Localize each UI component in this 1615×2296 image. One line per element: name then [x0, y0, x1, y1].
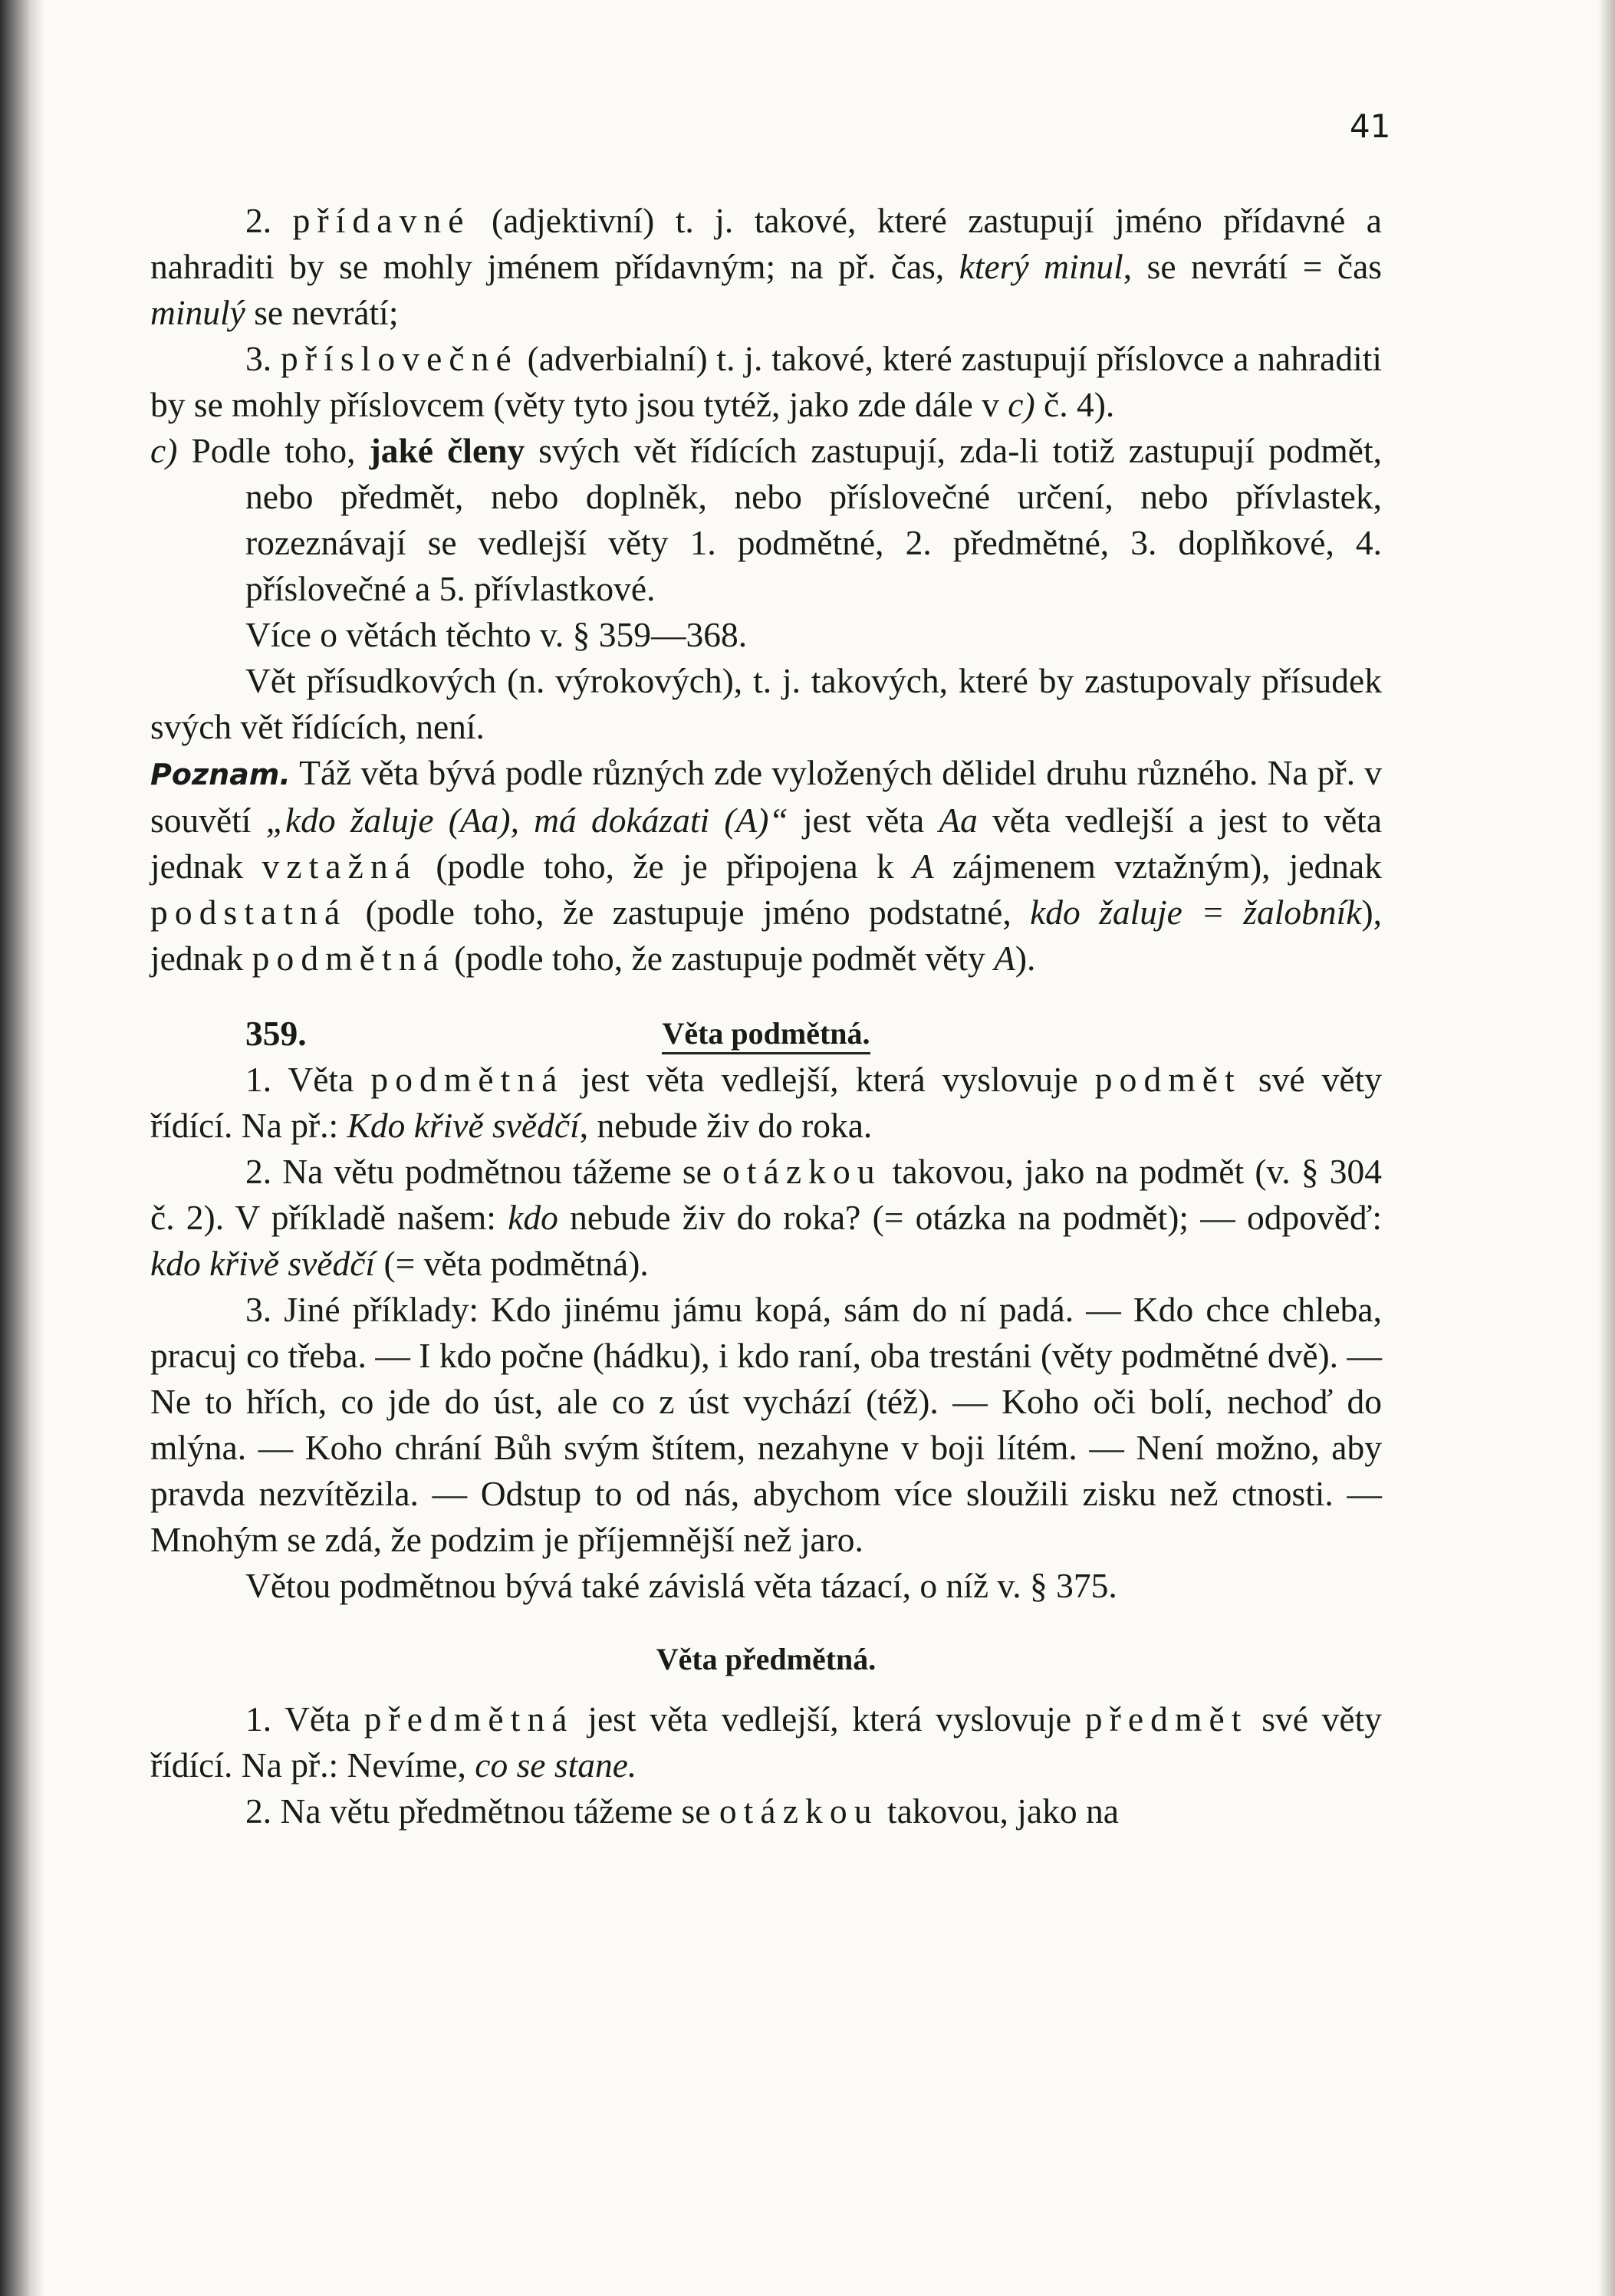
item-c-note: Vět přísudkových (n. výrokových), t. j. takových, které by zastupovaly přísudek svých vět řídících, není. [150, 661, 1382, 746]
section-title: Věta podmětná. [662, 1016, 870, 1054]
pred-paragraph-1: 1. Věta předmětná jest věta vedlejší, která vyslovuje předmět své věty řídící. Na př.: Nevíme, co se stane. [150, 1699, 1382, 1784]
section-number: 359. [245, 1014, 307, 1053]
pred-paragraph-2: 2. Na větu předmětnou tážeme se otázkou takovou, jako na [245, 1791, 1119, 1831]
section-359-heading [150, 1011, 1382, 1057]
page-number: 41 [1350, 107, 1391, 145]
page-text [150, 198, 1382, 1834]
item-adjective-clauses: 2. přídavné (adjektivní) t. j. takové, které zastupují jméno přídavné a nahraditi by se mohly jménem přídavným; na př. čas, který minul, se nevrátí = čas minulý se nevrátí; [150, 201, 1383, 332]
s359-paragraph-1: 1. Věta podmětná jest věta vedlejší, která vyslovuje podmět své věty řídící. Na př.: Kdo křivě svědčí, nebude živ do roka. [150, 1060, 1382, 1145]
s359-paragraph-2: 2. Na větu podmětnou tážeme se otázkou takovou, jako na podmět (v. § 304 č. 2). V příkladě našem: kdo nebude živ do roka? (= otázka na podmět); — odpověď: kdo křivě svědčí (= věta podmětná). [150, 1152, 1382, 1283]
poznam-paragraph: Poznam. Táž věta bývá podle různých zde vyložených dělidel druhu různého. Na př. v souvětí „kdo žaluje (Aa), má dokázati (A)“ jest věta Aa věta vedlejší a jest to věta jednak vztažná (podle toho, že je připojena k A zájmenem vztažným), jednak podstatná (podle toho, že zastupuje jméno podstatné, kdo žaluje = žalobník), jednak podmětná (podle toho, že zastupuje podmět věty A). [150, 753, 1383, 978]
section-predmetna-heading: Věta předmětná. [656, 1642, 877, 1676]
item-c-classification: c) Podle toho, jaké členy svých vět řídících zastupují, zda-li totiž zastupují podmět, nebo předmět, nebo doplněk, nebo příslovečné určení, nebo přívlastek, rozeznávají se vedlejší věty 1. podmětné, 2. předmětné, 3. doplňkové, 4. příslovečné a 5. přívlastkové. [150, 431, 1382, 608]
s359-paragraph-4: Větou podmětnou bývá také závislá věta tázací, o níž v. § 375. [245, 1566, 1117, 1605]
s359-paragraph-3: 3. Jiné příklady: Kdo jinému jámu kopá, sám do ní padá. — Kdo chce chleba, pracuj co třeba. — I kdo počne (hádku), i kdo raní, oba trestáni (věty podmětné dvě). — Ne to hřích, co jde do úst, ale co z úst vychází (též). — Koho oči bolí, nechoď do mlýna. — Koho chrání Bůh svým štítem, nezahyne v boji lítém. — Není možno, aby pravda nezvítězila. — Odstup to od nás, abychom více sloužili zisku než ctnosti. — Mnohým se zdá, že podzim je příjemnější než jaro. [150, 1290, 1382, 1559]
item-adverbial-clauses: 3. příslovečné (adverbialní) t. j. takové, které zastupují příslovce a nahraditi by se mohly příslovcem (věty tyto jsou tytéž, jako zde dále v c) č. 4). [150, 339, 1382, 424]
scan-left-edge [0, 0, 44, 2296]
item-c-reference: Více o větách těchto v. § 359—368. [245, 615, 748, 654]
scan-right-edge [1598, 0, 1615, 2296]
